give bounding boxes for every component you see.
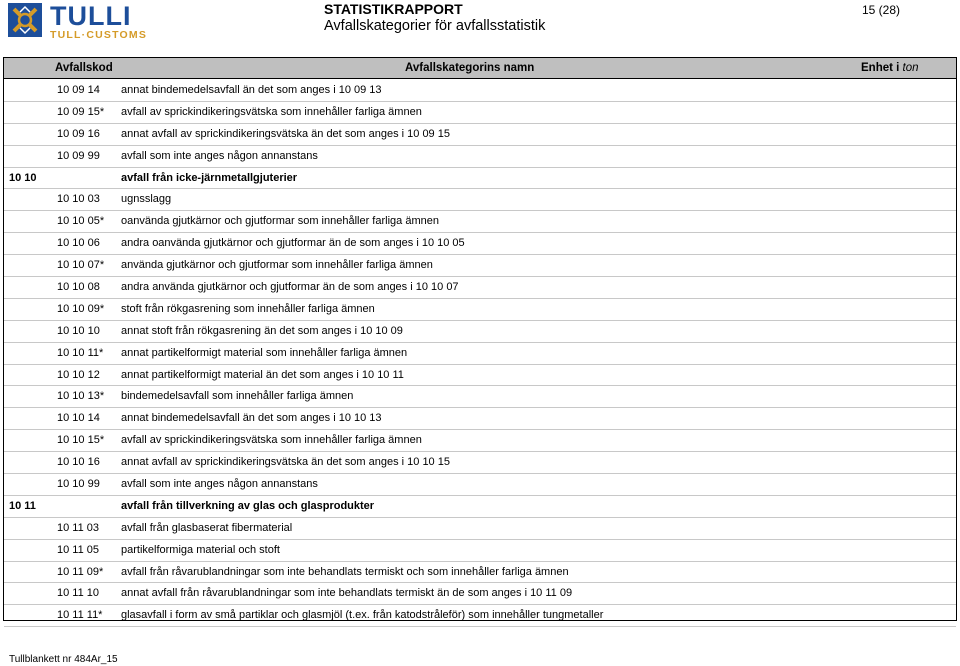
row-code: 10 10 10 [57,324,100,337]
table-row [4,80,956,102]
tulli-emblem-icon [8,3,42,37]
row-code: 10 10 03 [57,193,100,206]
row-name: använda gjutkärnor och gjutformar som innehåller farliga ämnen [121,259,433,272]
row-name: avfall som inte anges någon annanstans [121,149,318,162]
row-name: ugnsslagg [121,193,172,206]
table-row [4,321,956,343]
row-name: partikelformiga material och stoft [121,543,280,556]
table-group-row [4,168,956,190]
column-header-name: Avfallskategorins namn [405,62,535,74]
table-row [4,474,956,496]
row-code: 10 10 05* [57,215,105,228]
row-code: 10 09 99 [57,149,100,162]
row-name: annat avfall från råvarublandningar som inte behandlats termiskt än de som anges i 10 11 09 [121,587,573,600]
group-code: 10 10 [9,171,37,184]
report-subtitle: Avfallskategorier för avfallsstatistik [324,18,546,34]
row-code: 10 11 11* [57,609,103,622]
page-header [0,0,960,50]
row-code: 10 09 14 [57,84,100,96]
row-name: annat avfall av sprickindikeringsvätska än det som anges i 10 10 15 [121,456,450,469]
row-code: 10 10 11* [57,346,104,359]
row-code: 10 11 09* [57,565,104,578]
logo-subtitle: TULL·CUSTOMS [50,29,148,41]
table-row [4,299,956,321]
row-code: 10 09 15* [57,105,105,118]
logo-name: TULLI [50,1,132,31]
row-code: 10 10 99 [57,478,100,491]
row-name: andra använda gjutkärnor och gjutformar än de som anges i 10 10 07 [121,281,459,294]
table-row [4,540,956,562]
page-number: 15 (28) [862,3,901,17]
row-code: 10 10 07* [57,259,105,272]
row-code: 10 09 16 [57,127,100,140]
column-header-code: Avfallskod [55,62,113,74]
table-row [4,233,956,255]
table-row [4,124,956,146]
row-name: annat partikelformigt material än det som anges i 10 10 11 [121,368,404,381]
group-name: avfall från tillverkning av glas och glasprodukter [121,499,375,512]
row-name: avfall från glasbaserat fibermaterial [121,521,293,534]
report-title: STATISTIKRAPPORT [324,1,463,17]
table-row [4,343,956,365]
table-row [4,255,956,277]
row-name: annat stoft från rökgasrening än det som anges i 10 10 09 [121,324,403,337]
row-code: 10 11 05 [57,543,100,556]
table-body [4,80,956,627]
table-row [4,386,956,408]
row-name: avfall som inte anges någon annanstans [121,478,318,491]
table-group-row [4,496,956,518]
row-name: oanvända gjutkärnor och gjutformar som innehåller farliga ämnen [121,215,439,228]
row-name: annat bindemedelsavfall än det som anges i 10 10 13 [121,412,382,425]
table-row [4,518,956,540]
table-row [4,605,956,627]
row-name: stoft från rökgasrening som innehåller farliga ämnen [121,302,375,315]
table-row [4,365,956,387]
row-name: bindemedelsavfall som innehåller farliga ämnen [121,390,354,403]
row-code: 10 10 06 [57,237,100,250]
group-code: 10 11 [9,499,36,512]
table-row [4,583,956,605]
row-name: avfall från råvarublandningar som inte behandlats termiskt och som innehåller farliga ämnen [121,565,569,578]
group-name: avfall från icke-järnmetallgjuterier [121,171,298,184]
table-row [4,430,956,452]
row-code: 10 11 10 [57,587,100,600]
form-number-footer: Tullblankett nr 484Ar_15 [9,654,118,665]
table-row [4,189,956,211]
table-row [4,146,956,168]
row-name: annat bindemedelsavfall än det som anges i 10 09 13 [121,84,382,96]
table-header [4,58,956,79]
row-name: glasavfall i form av små partiklar och glasmjöl (t.ex. från katodstråleför) som innehåller tungmetaller [121,609,604,622]
row-code: 10 10 08 [57,281,100,294]
table-row [4,562,956,584]
row-code: 10 11 03 [57,521,100,534]
table-row [4,408,956,430]
table-row [4,102,956,124]
column-header-unit: Enhet i ton [861,62,919,74]
row-code: 10 10 09* [57,302,105,315]
category-table [3,57,957,621]
table-row [4,211,956,233]
row-name: annat partikelformigt material som innehåller farliga ämnen [121,346,408,359]
row-code: 10 10 15* [57,434,105,447]
table-row [4,277,956,299]
row-code: 10 10 13* [57,390,105,403]
row-name: annat avfall av sprickindikeringsvätska än det som anges i 10 09 15 [121,127,450,140]
row-name: avfall av sprickindikeringsvätska som innehåller farliga ämnen [121,105,422,118]
row-code: 10 10 12 [57,368,100,381]
column-header-unit-italic: ton [902,62,919,74]
tulli-logo [8,3,198,41]
row-name: andra oanvända gjutkärnor och gjutformar än de som anges i 10 10 05 [121,237,465,250]
row-name: avfall av sprickindikeringsvätska som innehåller farliga ämnen [121,434,422,447]
row-code: 10 10 14 [57,412,100,425]
table-row [4,452,956,474]
row-code: 10 10 16 [57,456,100,469]
